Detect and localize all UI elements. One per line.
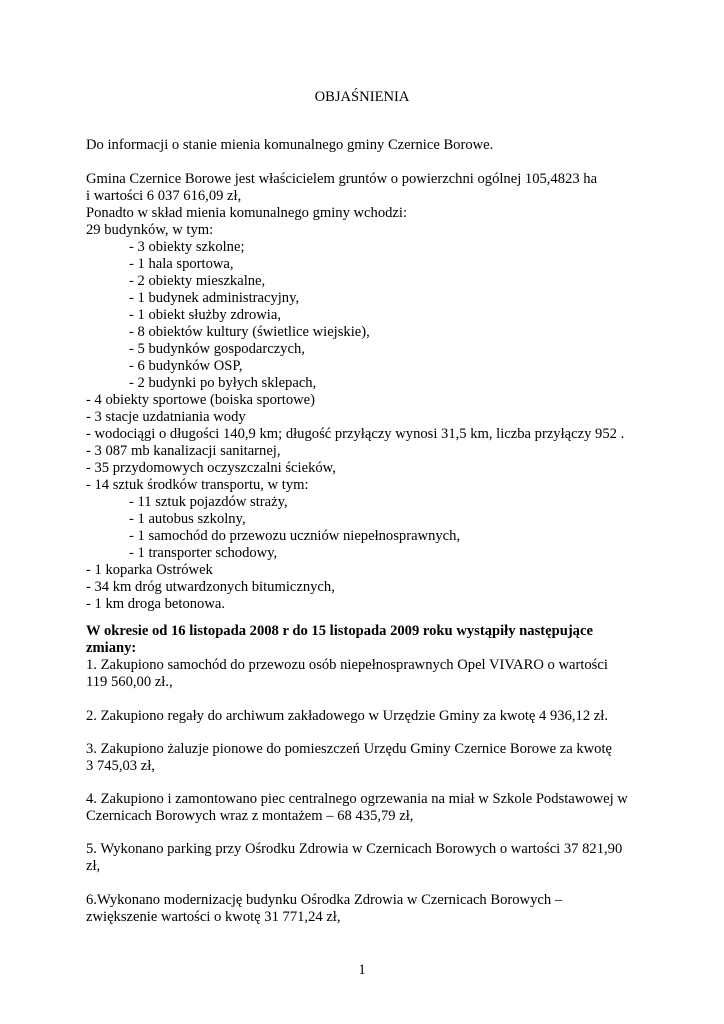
change-item-3-line-2: 3 745,03 zł, bbox=[86, 758, 155, 774]
building-item: - 2 obiekty mieszkalne, bbox=[129, 273, 266, 289]
property-item: - 1 koparka Ostrówek bbox=[86, 562, 213, 578]
building-item: - 2 budynki po byłych sklepach, bbox=[129, 375, 317, 391]
change-item-3 bbox=[86, 741, 646, 775]
changes-section bbox=[86, 623, 646, 691]
changes-heading-line-1: W okresie od 16 listopada 2008 r do 15 listopada 2009 roku wystąpiły następujące bbox=[86, 623, 593, 639]
property-item: - 3 087 mb kanalizacji sanitarnej, bbox=[86, 443, 281, 459]
building-item: - 1 obiekt służby zdrowia, bbox=[129, 307, 281, 323]
property-section bbox=[86, 171, 646, 613]
property-item: - wodociągi o długości 140,9 km; długość przyłączy wynosi 31,5 km, liczba przyłączy 952 . bbox=[86, 426, 625, 442]
change-item-5-line-1: 5. Wykonano parking przy Ośrodku Zdrowia w Czernicach Borowych o wartości 37 821,90 bbox=[86, 841, 623, 857]
change-item-1-line-2: 119 560,00 zł., bbox=[86, 674, 173, 690]
building-item: - 1 budynek administracyjny, bbox=[129, 290, 300, 306]
property-item: - 34 km dróg utwardzonych bitumicznych, bbox=[86, 579, 335, 595]
page-title: OBJAŚNIENIA bbox=[314, 89, 410, 105]
property-item: - 1 km droga betonowa. bbox=[86, 596, 226, 612]
change-item-2-line-1: 2. Zakupiono regały do archiwum zakładowego w Urzędzie Gminy za kwotę 4 936,12 zł. bbox=[86, 708, 608, 724]
change-item-4-line-1: 4. Zakupiono i zamontowano piec centralnego ogrzewania na miał w Szkole Podstawowej w bbox=[86, 791, 628, 807]
transport-item: - 1 transporter schodowy, bbox=[129, 545, 278, 561]
change-item-3-line-1: 3. Zakupiono żaluzje pionowe do pomieszczeń Urzędu Gminy Czernice Borowe za kwotę bbox=[86, 741, 613, 757]
property-item: - 14 sztuk środków transportu, w tym: bbox=[86, 477, 309, 493]
changes-heading-line-2: zmiany: bbox=[86, 640, 137, 656]
property-item: - 3 stacje uzdatniania wody bbox=[86, 409, 246, 425]
change-item-1-line-1: 1. Zakupiono samochód do przewozu osób niepełnosprawnych Opel VIVARO o wartości bbox=[86, 657, 608, 673]
building-item: - 1 hala sportowa, bbox=[129, 256, 234, 272]
building-item: - 8 obiektów kultury (świetlice wiejskie), bbox=[129, 324, 370, 340]
change-item-6-line-2: zwiększenie wartości o kwotę 31 771,24 zł, bbox=[86, 909, 341, 925]
change-item-5-line-2: zł, bbox=[86, 858, 101, 874]
transport-item: - 1 samochód do przewozu uczniów niepełnosprawnych, bbox=[129, 528, 461, 544]
building-item: - 3 obiekty szkolne; bbox=[129, 239, 245, 255]
intro-text: Do informacji o stanie mienia komunalnego gminy Czernice Borowe. bbox=[86, 137, 494, 153]
property-item: - 35 przydomowych oczyszczalni ścieków, bbox=[86, 460, 336, 476]
property-line-1: Gmina Czernice Borowe jest właścicielem gruntów o powierzchni ogólnej 105,4823 ha bbox=[86, 171, 598, 187]
change-item-2 bbox=[86, 708, 646, 725]
change-item-4-line-2: Czernicach Borowych wraz z montażem – 68 435,79 zł, bbox=[86, 808, 414, 824]
change-item-6 bbox=[86, 892, 646, 926]
property-item: - 4 obiekty sportowe (boiska sportowe) bbox=[86, 392, 315, 408]
property-line-3: Ponadto w skład mienia komunalnego gminy wchodzi: bbox=[86, 205, 408, 221]
buildings-header: 29 budynków, w tym: bbox=[86, 222, 214, 238]
intro-line bbox=[86, 137, 646, 154]
page-number: 1 bbox=[358, 962, 366, 978]
building-item: - 6 budynków OSP, bbox=[129, 358, 243, 374]
transport-item: - 11 sztuk pojazdów straży, bbox=[129, 494, 288, 510]
change-item-6-line-1: 6.Wykonano modernizację budynku Ośrodka Zdrowia w Czernicach Borowych – bbox=[86, 892, 563, 908]
change-item-5 bbox=[86, 841, 646, 875]
property-line-2: i wartości 6 037 616,09 zł, bbox=[86, 188, 242, 204]
building-item: - 5 budynków gospodarczych, bbox=[129, 341, 305, 357]
transport-item: - 1 autobus szkolny, bbox=[129, 511, 246, 527]
change-item-4 bbox=[86, 791, 646, 825]
